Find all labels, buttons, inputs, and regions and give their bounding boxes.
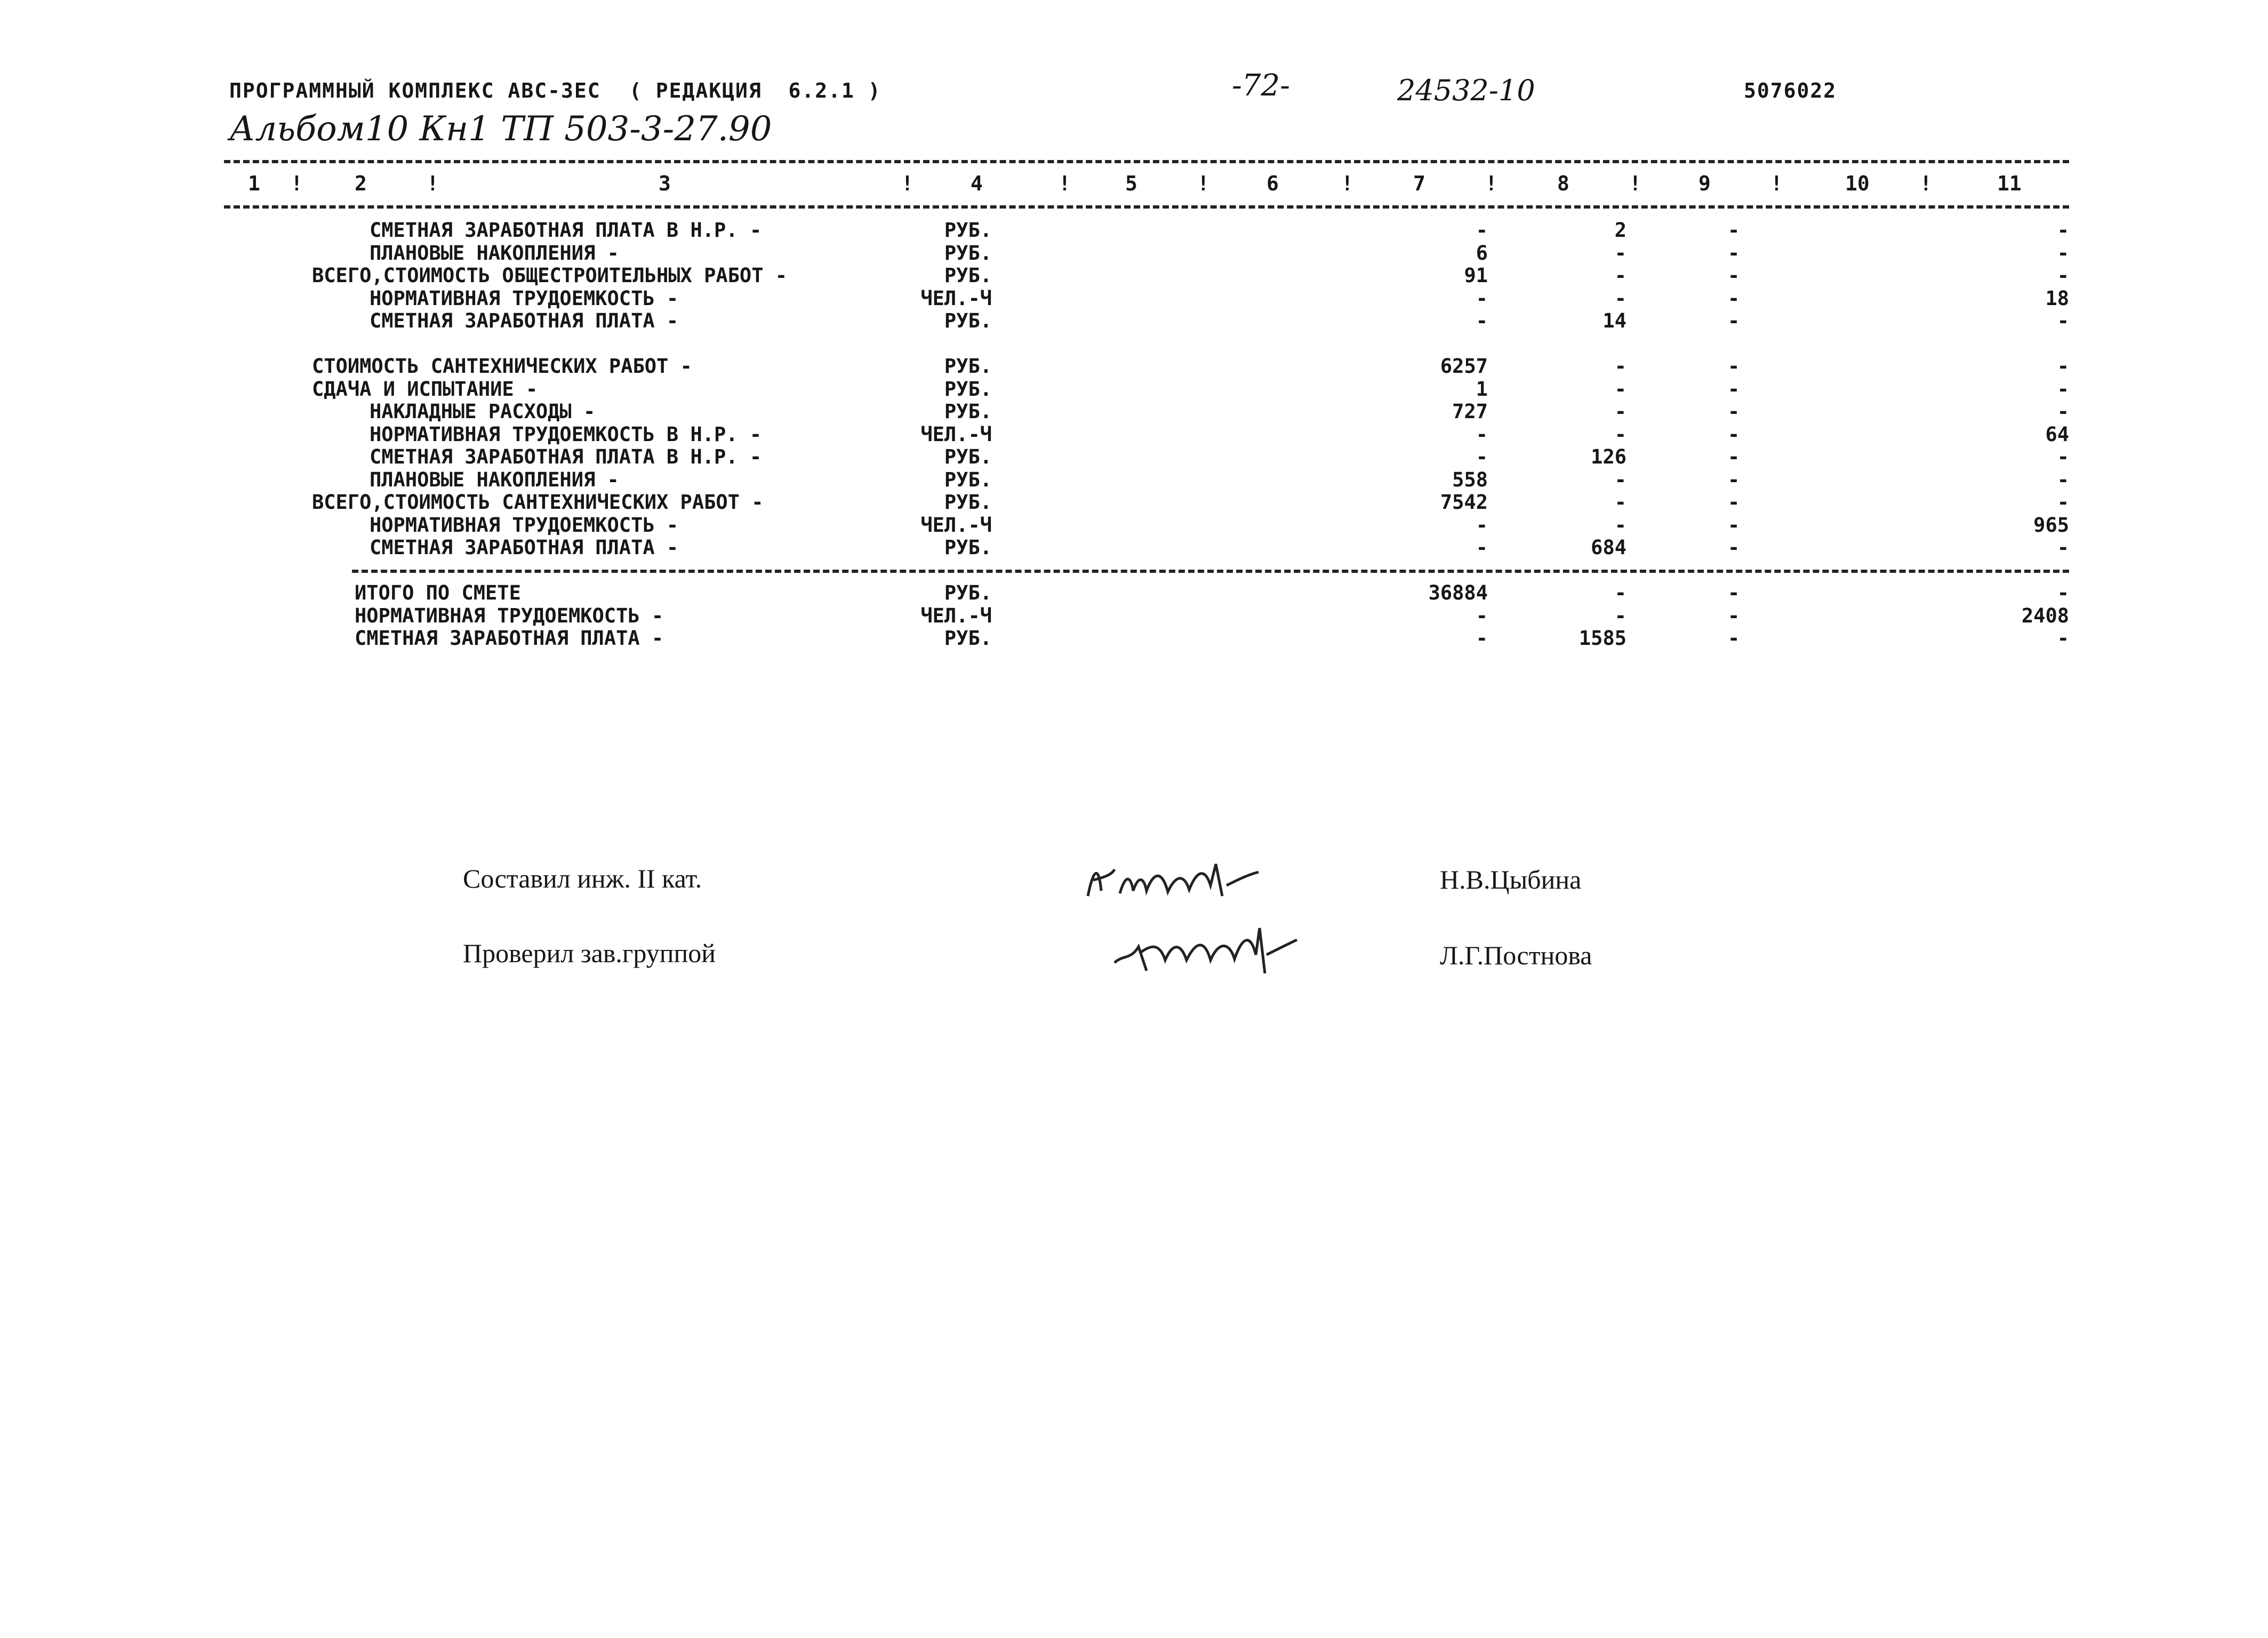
cell-col-7: - (1476, 219, 1488, 242)
table-row (0, 581, 2268, 604)
cell-col-9: - (1728, 536, 1740, 559)
row-unit: РУБ. (944, 627, 992, 650)
row-label: ВСЕГО,СТОИМОСТЬ ОБЩЕСТРОИТЕЛЬНЫХ РАБОТ - (312, 264, 788, 287)
cell-col-7: 1 (1476, 377, 1488, 401)
cell-col-9: - (1728, 604, 1740, 627)
row-label: СМЕТНАЯ ЗАРАБОТНАЯ ПЛАТА В Н.Р. - (370, 219, 762, 242)
cell-col-8: - (1614, 604, 1626, 627)
row-label: СМЕТНАЯ ЗАРАБОТНАЯ ПЛАТА - (370, 309, 679, 332)
row-unit: РУБ. (944, 309, 992, 332)
cell-col-7: 91 (1464, 264, 1488, 287)
cell-col-11: - (2057, 241, 2069, 265)
cell-col-9: - (1728, 241, 1740, 265)
column-separator: ! (427, 172, 439, 195)
column-number: 3 (659, 172, 671, 195)
row-unit: РУБ. (944, 400, 992, 423)
table-row (0, 219, 2268, 241)
cell-col-8: - (1614, 400, 1626, 423)
cell-col-11: - (2057, 219, 2069, 242)
column-number: 9 (1698, 172, 1711, 195)
cell-col-11: 965 (2033, 513, 2069, 537)
cell-col-7: - (1476, 536, 1488, 559)
table-row (0, 309, 2268, 332)
table-row (0, 400, 2268, 422)
cell-col-11: 2408 (2021, 604, 2069, 627)
cell-col-8: 684 (1591, 536, 1626, 559)
row-unit: РУБ. (944, 536, 992, 559)
table-row (0, 514, 2268, 536)
cell-col-11: 18 (2045, 286, 2069, 310)
row-label: НАКЛАДНЫЕ РАСХОДЫ - (370, 400, 596, 423)
cell-col-8: 1585 (1578, 627, 1626, 650)
column-number: 11 (1997, 172, 2022, 195)
header-rule-top (224, 160, 2069, 163)
table-row (0, 332, 2268, 355)
row-unit: ЧЕЛ.-Ч (920, 422, 992, 446)
cell-col-7: - (1476, 445, 1488, 468)
cell-col-11: - (2057, 400, 2069, 423)
table-row (0, 468, 2268, 491)
cell-col-11: - (2057, 445, 2069, 468)
album-reference: Альбом10 Кн1 ТП 503-3-27.90 (229, 109, 772, 149)
row-unit: ЧЕЛ.-Ч (920, 286, 992, 310)
cell-col-7: - (1476, 422, 1488, 446)
cell-col-9: - (1728, 377, 1740, 401)
checked-by-label: Проверил зав.группой (463, 938, 716, 968)
table-row (0, 627, 2268, 649)
cell-col-9: - (1728, 286, 1740, 310)
row-label: ПЛАНОВЫЕ НАКОПЛЕНИЯ - (370, 241, 619, 265)
column-separator: ! (1920, 172, 1932, 195)
cell-col-8: - (1614, 241, 1626, 265)
cell-col-8: - (1614, 468, 1626, 491)
row-unit: РУБ. (944, 581, 992, 604)
row-unit: РУБ. (944, 264, 992, 287)
cell-col-11: - (2057, 536, 2069, 559)
row-label: ПЛАНОВЫЕ НАКОПЛЕНИЯ - (370, 468, 619, 491)
column-number: 1 (248, 172, 260, 195)
cell-col-9: - (1728, 219, 1740, 242)
cell-col-11: - (2057, 581, 2069, 604)
cell-col-8: - (1614, 581, 1626, 604)
cell-col-11: - (2057, 264, 2069, 287)
cell-col-7: - (1476, 604, 1488, 627)
cell-col-7: 7542 (1440, 491, 1488, 514)
row-label: НОРМАТИВНАЯ ТРУДОЕМКОСТЬ - (355, 604, 664, 627)
cell-col-7: 36884 (1428, 581, 1488, 604)
row-unit: РУБ. (944, 241, 992, 265)
cell-col-11: - (2057, 468, 2069, 491)
column-number: 8 (1557, 172, 1569, 195)
row-unit: РУБ. (944, 219, 992, 242)
row-unit: РУБ. (944, 491, 992, 514)
cell-col-8: - (1614, 264, 1626, 287)
row-unit: ЧЕЛ.-Ч (920, 513, 992, 537)
column-number: 6 (1267, 172, 1279, 195)
doc-code: 24532-10 (1397, 74, 1535, 107)
page-number: -72- (1232, 68, 1291, 103)
cell-col-7: - (1476, 513, 1488, 537)
cell-col-9: - (1728, 581, 1740, 604)
cell-col-8: 14 (1602, 309, 1626, 332)
checked-by-name: Л.Г.Постнова (1440, 940, 1592, 970)
table-row (0, 604, 2268, 627)
cell-col-8: - (1614, 491, 1626, 514)
column-separator: ! (901, 172, 913, 195)
doc-number: 5076022 (1744, 79, 1837, 102)
cell-col-8: - (1614, 355, 1626, 378)
cell-col-11: - (2057, 309, 2069, 332)
cell-col-7: - (1476, 286, 1488, 310)
cell-col-9: - (1728, 309, 1740, 332)
compiled-by-label: Составил инж. II кат. (463, 864, 702, 893)
table-row (0, 491, 2268, 513)
cell-col-11: - (2057, 627, 2069, 650)
column-number: 7 (1413, 172, 1425, 195)
cell-col-9: - (1728, 468, 1740, 491)
cell-col-7: 6257 (1440, 355, 1488, 378)
checked-signature (1109, 923, 1301, 981)
cell-col-8: - (1614, 513, 1626, 537)
cell-col-8: - (1614, 422, 1626, 446)
table-row (0, 355, 2268, 377)
row-label: НОРМАТИВНАЯ ТРУДОЕМКОСТЬ В Н.Р. - (370, 422, 762, 446)
column-separator: ! (1059, 172, 1071, 195)
cell-col-7: - (1476, 309, 1488, 332)
column-number: 2 (355, 172, 367, 195)
table-row (0, 445, 2268, 468)
cell-col-9: - (1728, 400, 1740, 423)
column-number: 5 (1125, 172, 1137, 195)
cell-col-9: - (1728, 627, 1740, 650)
cell-col-9: - (1728, 422, 1740, 446)
cell-col-8: 126 (1591, 445, 1626, 468)
compiled-signature (1083, 853, 1264, 907)
row-label: СМЕТНАЯ ЗАРАБОТНАЯ ПЛАТА - (370, 536, 679, 559)
row-label: ВСЕГО,СТОИМОСТЬ САНТЕХНИЧЕСКИХ РАБОТ - (312, 491, 764, 514)
cell-col-7: 6 (1476, 241, 1488, 265)
column-separator: ! (1629, 172, 1641, 195)
cell-col-7: - (1476, 627, 1488, 650)
column-separator: ! (1485, 172, 1497, 195)
row-unit: РУБ. (944, 445, 992, 468)
column-number: 4 (971, 172, 983, 195)
column-separator: ! (1770, 172, 1783, 195)
cell-col-11: - (2057, 377, 2069, 401)
row-label: ИТОГО ПО СМЕТЕ (355, 581, 521, 604)
totals-rule (352, 570, 2069, 573)
cell-col-9: - (1728, 513, 1740, 537)
cell-col-8: - (1614, 286, 1626, 310)
program-title: ПРОГРАММНЫЙ КОМПЛЕКС АВС-ЗЕС (229, 79, 601, 102)
column-separator: ! (1197, 172, 1209, 195)
cell-col-9: - (1728, 355, 1740, 378)
row-label: СТОИМОСТЬ САНТЕХНИЧЕСКИХ РАБОТ - (312, 355, 692, 378)
row-label: СДАЧА И ИСПЫТАНИЕ - (312, 377, 538, 401)
cell-col-9: - (1728, 491, 1740, 514)
edition-label: ( РЕДАКЦИЯ 6.2.1 ) (629, 79, 881, 102)
cell-col-11: - (2057, 491, 2069, 514)
cell-col-7: 558 (1452, 468, 1488, 491)
cell-col-9: - (1728, 445, 1740, 468)
cell-col-8: 2 (1614, 219, 1626, 242)
row-unit: РУБ. (944, 377, 992, 401)
table-row (0, 287, 2268, 309)
table-row (0, 536, 2268, 558)
cell-col-11: - (2057, 355, 2069, 378)
compiled-by-name: Н.В.Цыбина (1440, 865, 1582, 894)
cell-col-11: 64 (2045, 422, 2069, 446)
table-row (0, 423, 2268, 445)
column-separator: ! (1341, 172, 1353, 195)
cell-col-8: - (1614, 377, 1626, 401)
table-row (0, 242, 2268, 264)
column-number: 10 (1845, 172, 1870, 195)
row-label: СМЕТНАЯ ЗАРАБОТНАЯ ПЛАТА - (355, 627, 664, 650)
row-label: СМЕТНАЯ ЗАРАБОТНАЯ ПЛАТА В Н.Р. - (370, 445, 762, 468)
header-rule-bottom (224, 205, 2069, 209)
table-row (0, 264, 2268, 286)
cell-col-7: 727 (1452, 400, 1488, 423)
table-row (0, 378, 2268, 400)
row-label: НОРМАТИВНАЯ ТРУДОЕМКОСТЬ - (370, 286, 679, 310)
row-unit: РУБ. (944, 468, 992, 491)
row-unit: ЧЕЛ.-Ч (920, 604, 992, 627)
cell-col-9: - (1728, 264, 1740, 287)
row-unit: РУБ. (944, 355, 992, 378)
column-separator: ! (291, 172, 303, 195)
row-label: НОРМАТИВНАЯ ТРУДОЕМКОСТЬ - (370, 513, 679, 537)
